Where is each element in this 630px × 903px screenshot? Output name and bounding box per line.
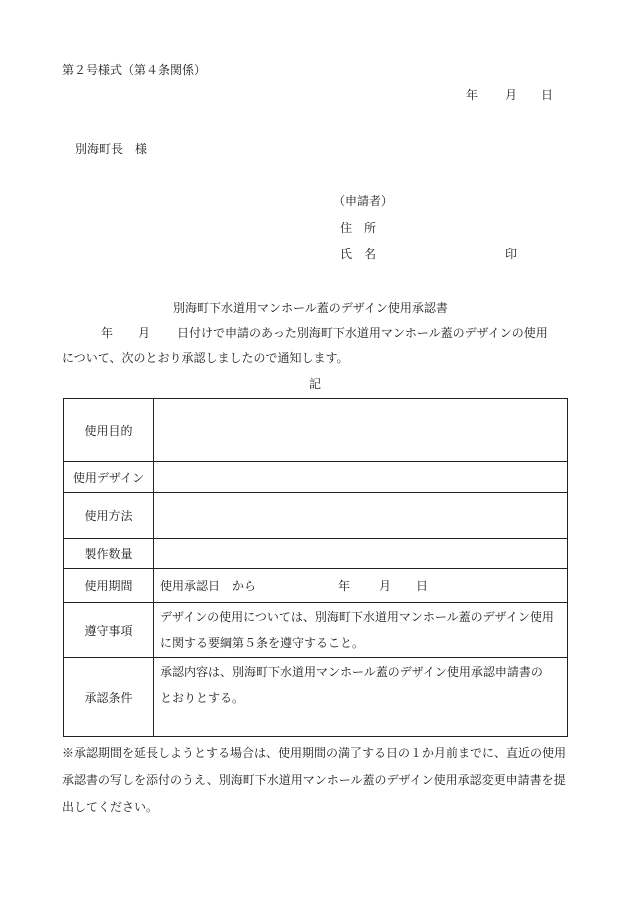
purpose-value bbox=[154, 399, 568, 462]
purpose-label: 使用目的 bbox=[64, 399, 154, 462]
body-year-label: 年 bbox=[101, 326, 114, 340]
table-row-conditions bbox=[64, 658, 568, 737]
date-day-label: 日 bbox=[541, 88, 554, 102]
conditions-value bbox=[154, 658, 568, 737]
rules-value bbox=[154, 603, 568, 658]
table-row-rules bbox=[64, 603, 568, 658]
period-month-label: 月 bbox=[379, 579, 392, 593]
rules-label: 遵守事項 bbox=[64, 603, 154, 658]
date-month-label: 月 bbox=[505, 88, 518, 102]
quantity-value bbox=[154, 539, 568, 569]
conditions-line2: とおりとする。 bbox=[160, 691, 245, 705]
period-year-label: 年 bbox=[338, 579, 351, 593]
table-row-design bbox=[64, 462, 568, 493]
method-label: 使用方法 bbox=[64, 493, 154, 539]
table-row-purpose bbox=[64, 399, 568, 462]
footnote-line1: ※承認期間を延長しようとする場合は、使用期間の満了する日の１か月前までに、直近の使用 bbox=[62, 746, 567, 760]
period-start: 使用承認日 から bbox=[160, 579, 257, 593]
footnote-line3: 出してください。 bbox=[62, 800, 159, 814]
body-line2: について、次のとおり承認しましたので通知します。 bbox=[62, 351, 349, 365]
conditions-label: 承認条件 bbox=[64, 658, 154, 737]
applicant-heading: （申請者） bbox=[333, 194, 394, 208]
rules-line2: に関する要綱第５条を遵守すること。 bbox=[160, 636, 365, 650]
footnote bbox=[62, 740, 572, 821]
table-row-quantity bbox=[64, 539, 568, 569]
method-value bbox=[154, 493, 568, 539]
quantity-label: 製作数量 bbox=[64, 539, 154, 569]
period-value bbox=[154, 569, 568, 603]
body-line1-rest: 日付けで申請のあった別海町下水道用マンホール蓋のデザインの使用 bbox=[177, 326, 548, 340]
address-label: 住 所 bbox=[340, 221, 377, 235]
ki-heading: 記 bbox=[309, 377, 322, 391]
name-label: 氏 名 bbox=[340, 247, 377, 261]
footnote-line2: 承認書の写しを添付のうえ、別海町下水道用マンホール蓋のデザイン使用承認変更申請書を提 bbox=[62, 773, 566, 787]
body-month-label: 月 bbox=[138, 326, 151, 340]
seal-mark: 印 bbox=[505, 247, 518, 261]
table-row-method bbox=[64, 493, 568, 539]
period-day-label: 日 bbox=[416, 579, 429, 593]
approval-table bbox=[63, 398, 568, 737]
form-number: 第２号様式（第４条関係） bbox=[62, 63, 207, 77]
period-label: 使用期間 bbox=[64, 569, 154, 603]
conditions-line1: 承認内容は、別海町下水道用マンホール蓋のデザイン使用承認申請書の bbox=[160, 665, 543, 679]
date-year-label: 年 bbox=[466, 88, 479, 102]
document-title: 別海町下水道用マンホール蓋のデザイン使用承認書 bbox=[173, 301, 448, 315]
table-row-period bbox=[64, 569, 568, 603]
rules-line1: デザインの使用については、別海町下水道用マンホール蓋のデザイン使用 bbox=[160, 610, 554, 624]
design-value bbox=[154, 462, 568, 493]
design-label: 使用デザイン bbox=[64, 462, 154, 493]
addressee: 別海町長 様 bbox=[75, 142, 148, 156]
